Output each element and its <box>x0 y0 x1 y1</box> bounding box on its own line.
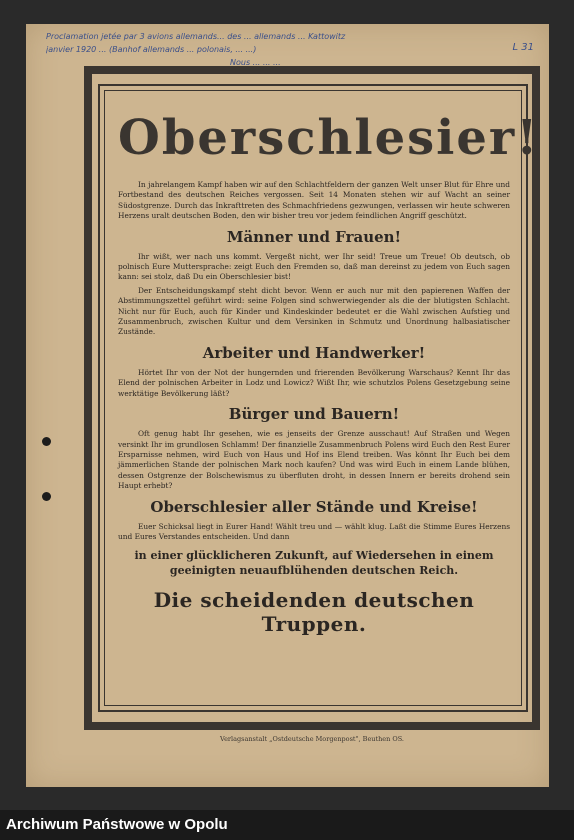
paragraph-men-and-women: Ihr wißt, wer nach uns kommt. Vergeßt nicht, wer Ihr seid! Treue um Treue! Ob deutsch, ob polnisch Eure Muttersprache: zeigt Euch den Fremden so, daß man dereinst zu jedem von Euch sagen kann: sei stolz, daß Du ein Oberschlesier bist! <box>118 251 510 282</box>
handwritten-note-line-2: janvier 1920 ... (Banhof allemands ... polonais, ... ...) <box>46 45 257 54</box>
heading-men-and-women: Männer und Frauen! <box>226 227 402 246</box>
archive-name: Archiwum Państwowe w Opolu <box>6 816 228 833</box>
paragraph-all-classes: Euer Schicksal liegt in Eurer Hand! Wählt treu und — wählt klug. Laßt die Stimme Eures Herzens und Eures Verstandes entscheiden. Und dann <box>118 521 510 541</box>
punch-hole-bottom <box>42 492 51 501</box>
poster-title: Oberschlesier! <box>118 110 540 166</box>
paragraph-decisive-battle: Der Entscheidungskampf steht dicht bevor. Wenn er auch nur mit den papierenen Waffen der Abstimmungszettel geführt wird: seine Folgen sind schwerwiegender als die der blutigsten Schlacht. Nicht nur für Euch, auch für Kinder und Kindeskinder bedeutet er die Wahl zwischen Aufstieg und Zusammenbruch, zwischen Kultur und dem Versinken in Schmutz und Unordnung halbasiatischer Zustände. <box>118 285 510 337</box>
intro-paragraph: In jahrelangem Kampf haben wir auf den Schlachtfeldern der ganzen Welt unser Blut für Ehre und Fortbestand des deutschen Reiches vergossen. Seit 14 Monaten stehen wir auf Wacht an seiner Südostgrenze. Durch das Inkrafttreten des Schmachfriedens gezwungen, verlassen wir heute schweren Herzens uralt deutschen Boden, den wir bisher treu vor jedem feindlichen Angriff geschützt. <box>118 180 510 221</box>
handwritten-reference-number: L 31 <box>512 42 534 53</box>
printer-imprint: Verlagsanstalt „Ostdeutsche Morgenpost", Beuthen OS. <box>219 735 404 743</box>
poster-content <box>118 100 540 700</box>
paragraph-workers: Hörtet Ihr von der Not der hungernden und frierenden Bevölkerung Warschaus? Kennt Ihr das Elend der polnischen Arbeiter in Lodz und Lowicz? Wißt Ihr, wie schutzlos Polens Gesetzgebung seine werktätige Bevölkerung läßt? <box>118 367 510 398</box>
poster-signature: Die scheidenden deutschen Truppen. <box>153 588 475 637</box>
heading-all-classes: Oberschlesier aller Stände und Kreise! <box>150 497 478 516</box>
punch-hole-top <box>42 437 51 446</box>
handwritten-note-line-3: Nous ... ... ... <box>230 58 281 67</box>
heading-citizens-farmers: Bürger und Bauern! <box>228 405 400 424</box>
handwritten-note-line-1: Proclamation jetée par 3 avions allemands... des ... allemands ... Kattowitz <box>46 32 346 41</box>
heading-workers: Arbeiter und Handwerker! <box>202 343 426 362</box>
paragraph-citizens-farmers: Oft genug habt Ihr gesehen, wie es jenseits der Grenze ausschaut! Auf Straßen und Wegen versinkt Ihr im grundlosen Schlamm! Der finanzielle Zusammenbruch Polens wird Euch den Rest Eurer Ersparnisse nehmen, wird Euch von Haus und Hof ins Elend treiben. Was könnt Ihr Euch bei dem jämmerlichen Stande der polnischen Mark noch kaufen? Und was wird Euch in einem Lande blühen, dessen Ostgrenze der Bolschewismus zu überfluten droht, in dessen Innern er bereits drohend sein Haupt erhebt? <box>118 429 510 491</box>
closing-bold-line: in einer glücklicheren Zukunft, auf Wiedersehen in einem geeinigten neuaufblühenden deutschen Reich. <box>134 549 494 578</box>
archive-footer <box>0 810 574 840</box>
